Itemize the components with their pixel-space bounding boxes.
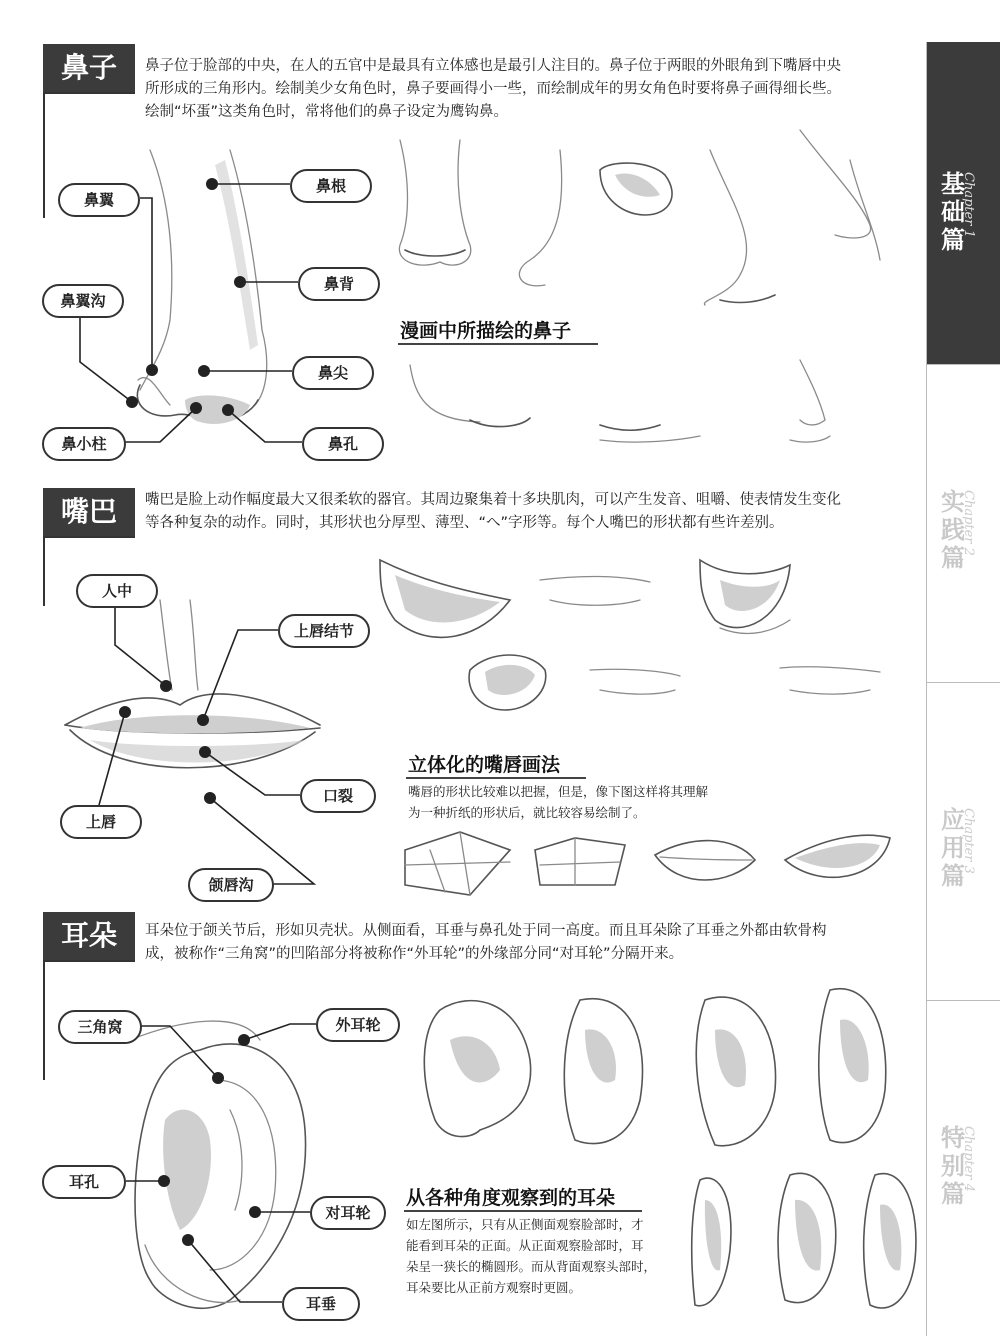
- ear-caption-line: 耳朵要比从正前方观察时更圆。: [406, 1280, 582, 1295]
- ear-caption-text: [406, 1214, 676, 1298]
- label-ear-antihelix: 对耳轮: [310, 1196, 386, 1230]
- nose-description-line: 鼻子位于脸部的中央，在人的五官中是最具有立体感也是最引人注目的。鼻子位于两眼的外眼角到下嘴唇中央: [145, 58, 841, 74]
- side-tab-special-label: 特别篇: [941, 1123, 965, 1208]
- label-ear-earlobe: 耳垂: [282, 1287, 360, 1321]
- nose-description-line: 绘制“坏蛋”这类角色时，常将他们的鼻子设定为鹰钩鼻。: [145, 104, 509, 120]
- ear-leader-lines: [126, 1024, 316, 1302]
- label-nose-wing: 鼻翼: [58, 183, 140, 217]
- mouth-caption-line: 为一种折纸的形状后，就比较容易绘制了。: [408, 805, 646, 820]
- mouth-description-line: 等各种复杂的动作。同时，其形状也分厚型、薄型、“へ”字形等。每个人嘴巴的形状都有些许差别。: [145, 515, 784, 531]
- ear-main-sketch: [130, 1021, 306, 1308]
- ear-caption-line: 朵呈一狭长的椭圆形。而从背面观察头部时，: [406, 1259, 657, 1274]
- mouth-examples-sketch: [380, 560, 880, 710]
- mouth-section-title: 嘴巴: [43, 488, 135, 536]
- label-mouth-upper-tubercle: 上唇结节: [278, 614, 370, 648]
- label-nose-columella: 鼻小柱: [42, 427, 126, 461]
- mouth-caption-line: 嘴唇的形状比较难以把握，但是，像下图这样将其理解: [408, 784, 709, 799]
- label-mouth-chin-groove: 颌唇沟: [188, 868, 274, 902]
- ear-description-line: 耳朵位于颌关节后，形如贝壳状。从侧面看，耳垂与鼻孔处于同一高度。而且耳朵除了耳垂之外都由软骨构: [145, 923, 827, 939]
- ear-caption-line: 如左图所示，只有从正侧面观察脸部时，才: [406, 1217, 644, 1232]
- label-mouth-upper-lip: 上唇: [60, 805, 142, 839]
- label-nose-wing-groove: 鼻翼沟: [42, 284, 124, 318]
- mouth-caption-rule: [406, 777, 586, 779]
- ear-section-title: 耳朵: [43, 912, 135, 960]
- mouth-description: [145, 489, 925, 535]
- ear-section-rule: [43, 960, 135, 962]
- mouth-caption-text: [408, 781, 768, 823]
- side-tab-applied-sub: Chapter 3: [961, 808, 976, 874]
- label-nose-nostril: 鼻孔: [302, 427, 384, 461]
- label-ear-helix: 外耳轮: [316, 1008, 400, 1042]
- ear-description: [145, 920, 925, 966]
- ear-caption-line: 能看到耳朵的正面。从正面观察脸部时，耳: [406, 1238, 644, 1253]
- mouth-section-rule: [43, 536, 135, 538]
- label-ear-canal: 耳孔: [42, 1165, 126, 1199]
- label-ear-triangular-fossa: 三角窝: [58, 1010, 142, 1044]
- side-tab-applied-label: 应用篇: [941, 805, 965, 890]
- nose-description-line: 所形成的三角形内。绘制美少女角色时，鼻子要画得小一些，而绘制成年的男女角色时要将鼻子画得细长些。: [145, 81, 841, 97]
- side-tab-practice-sub: Chapter 2: [961, 490, 976, 556]
- nose-caption-rule: [398, 343, 598, 345]
- nose-description: [145, 55, 925, 124]
- side-tab-special-sub: Chapter 4: [961, 1126, 976, 1192]
- mouth-caption: 立体化的嘴唇画法: [408, 754, 561, 776]
- label-nose-bridge: 鼻背: [298, 267, 380, 301]
- label-nose-root: 鼻根: [290, 169, 372, 203]
- label-mouth-philtrum: 人中: [76, 574, 158, 608]
- nose-main-sketch: [137, 150, 266, 424]
- nose-caption: 漫画中所描绘的鼻子: [400, 320, 572, 342]
- nose-section-vrule: [43, 92, 45, 218]
- side-tab-practice-label: 实践篇: [941, 487, 965, 572]
- ear-caption: 从各种角度观察到的耳朵: [406, 1187, 616, 1209]
- nose-section-title: 鼻子: [43, 44, 135, 92]
- label-mouth-slit: 口裂: [300, 779, 376, 813]
- nose-section-rule: [43, 92, 135, 94]
- mouth-section-vrule: [43, 536, 45, 606]
- mouth-description-line: 嘴巴是脸上动作幅度最大又很柔软的器官。其周边聚集着十多块肌肉，可以产生发音、咀嚼、使表情发生变化: [145, 492, 841, 508]
- folded-lips-sketch: [405, 832, 890, 895]
- ear-description-line: 成，被称作“三角窝”的凹陷部分将被称作“外耳轮”的外缘部分同“对耳轮”分隔开来。: [145, 946, 684, 962]
- label-nose-tip: 鼻尖: [292, 356, 374, 390]
- side-tab-basic-label: 基础篇: [941, 169, 965, 254]
- ear-section-vrule: [43, 960, 45, 1080]
- side-tab-basic-sub: Chapter 1: [961, 172, 976, 238]
- ear-caption-rule: [404, 1210, 642, 1212]
- nose-examples-sketch: [399, 130, 880, 442]
